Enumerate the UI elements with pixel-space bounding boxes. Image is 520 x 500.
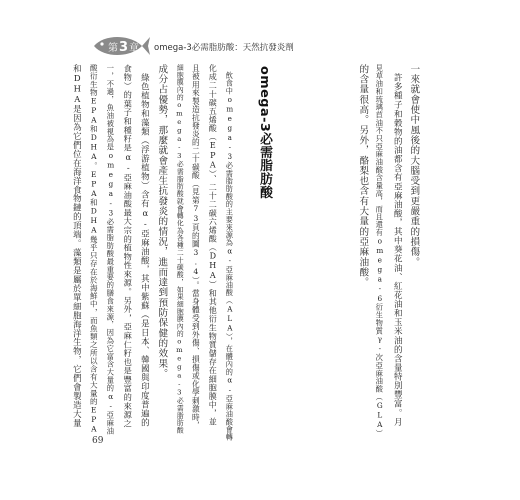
body-column: 成分占優勢，那麼就會產生抗發炎的情況，進而達到預防保健的效果。 [156,64,168,379]
body-column: 酸衍生物EPA和DHA。EPA和DHA幾乎只存在於海鮮中，而魚類之所以含有大量的EPA [89,64,99,435]
body-column: 飲食中omega-3必需脂肪酸的主要來源為α-亞麻油酸（ALA），在體內的α-亞麻油酸會轉 [225,64,235,442]
body-column: 細胞膜內的omega-3必需脂肪酸就會轉化為各種二十碳酸，如果細胞膜內的omega-3必需脂肪酸 [175,64,184,434]
chapter-number-label: 第3章 [108,40,141,55]
body-column: 和DHA是因為它們位在海洋食物鏈的頂端。藻類是屬於單細胞海洋生物，它們會製造大量 [72,64,83,428]
body-column: 一，不過，魚油被視為是omega-3必需脂肪酸最重要的膳食來源，因為它富含大量的α-亞麻油 [106,64,116,435]
body-column: 化成二十碳五烯酸（EPA）、二十二碳六烯酸（DHA）和其他衍生物質儲存在細胞膜中，並 [208,64,218,427]
page-number: 69 [92,436,104,446]
body-column: 見草油和琉璃苣油不只亞麻油酸含量高，而且還有omega-6衍生物質γ-次亞麻油酸（GLA） [375,64,385,438]
body-column: 且被用來製造抗發炎的二十碳酸（見第73頁的圖3.4）。當身體受到外傷、損傷或化學刺激時， [191,64,201,430]
body-column: 一來就會使中風後的大腦受到更嚴重的損傷。 [408,64,420,267]
body-column: 食物）的葉子和種籽是α-亞麻油酸最大宗的植物性來源。另外，亞麻仁籽也是豐富的來源之 [123,64,134,428]
chapter-header [90,32,350,60]
chapter-title: omega-3必需脂肪酸：天然抗發炎劑 [154,43,294,53]
body-column: 綠色植物和藻類（浮游植物）含有α-亞麻油酸，其中紫蘇（是日本、韓國與印度普遍的 [140,64,151,428]
body-column: 的含量很高。另外，酪梨也含有大量的亞麻油酸。 [357,64,369,288]
body-column: 許多種子和穀物的油都含有亞麻油酸，其中葵花油、紅花油和玉米油的含量特別豐富。月 [392,64,403,427]
section-heading: omega-3必需脂肪酸 [257,66,272,199]
